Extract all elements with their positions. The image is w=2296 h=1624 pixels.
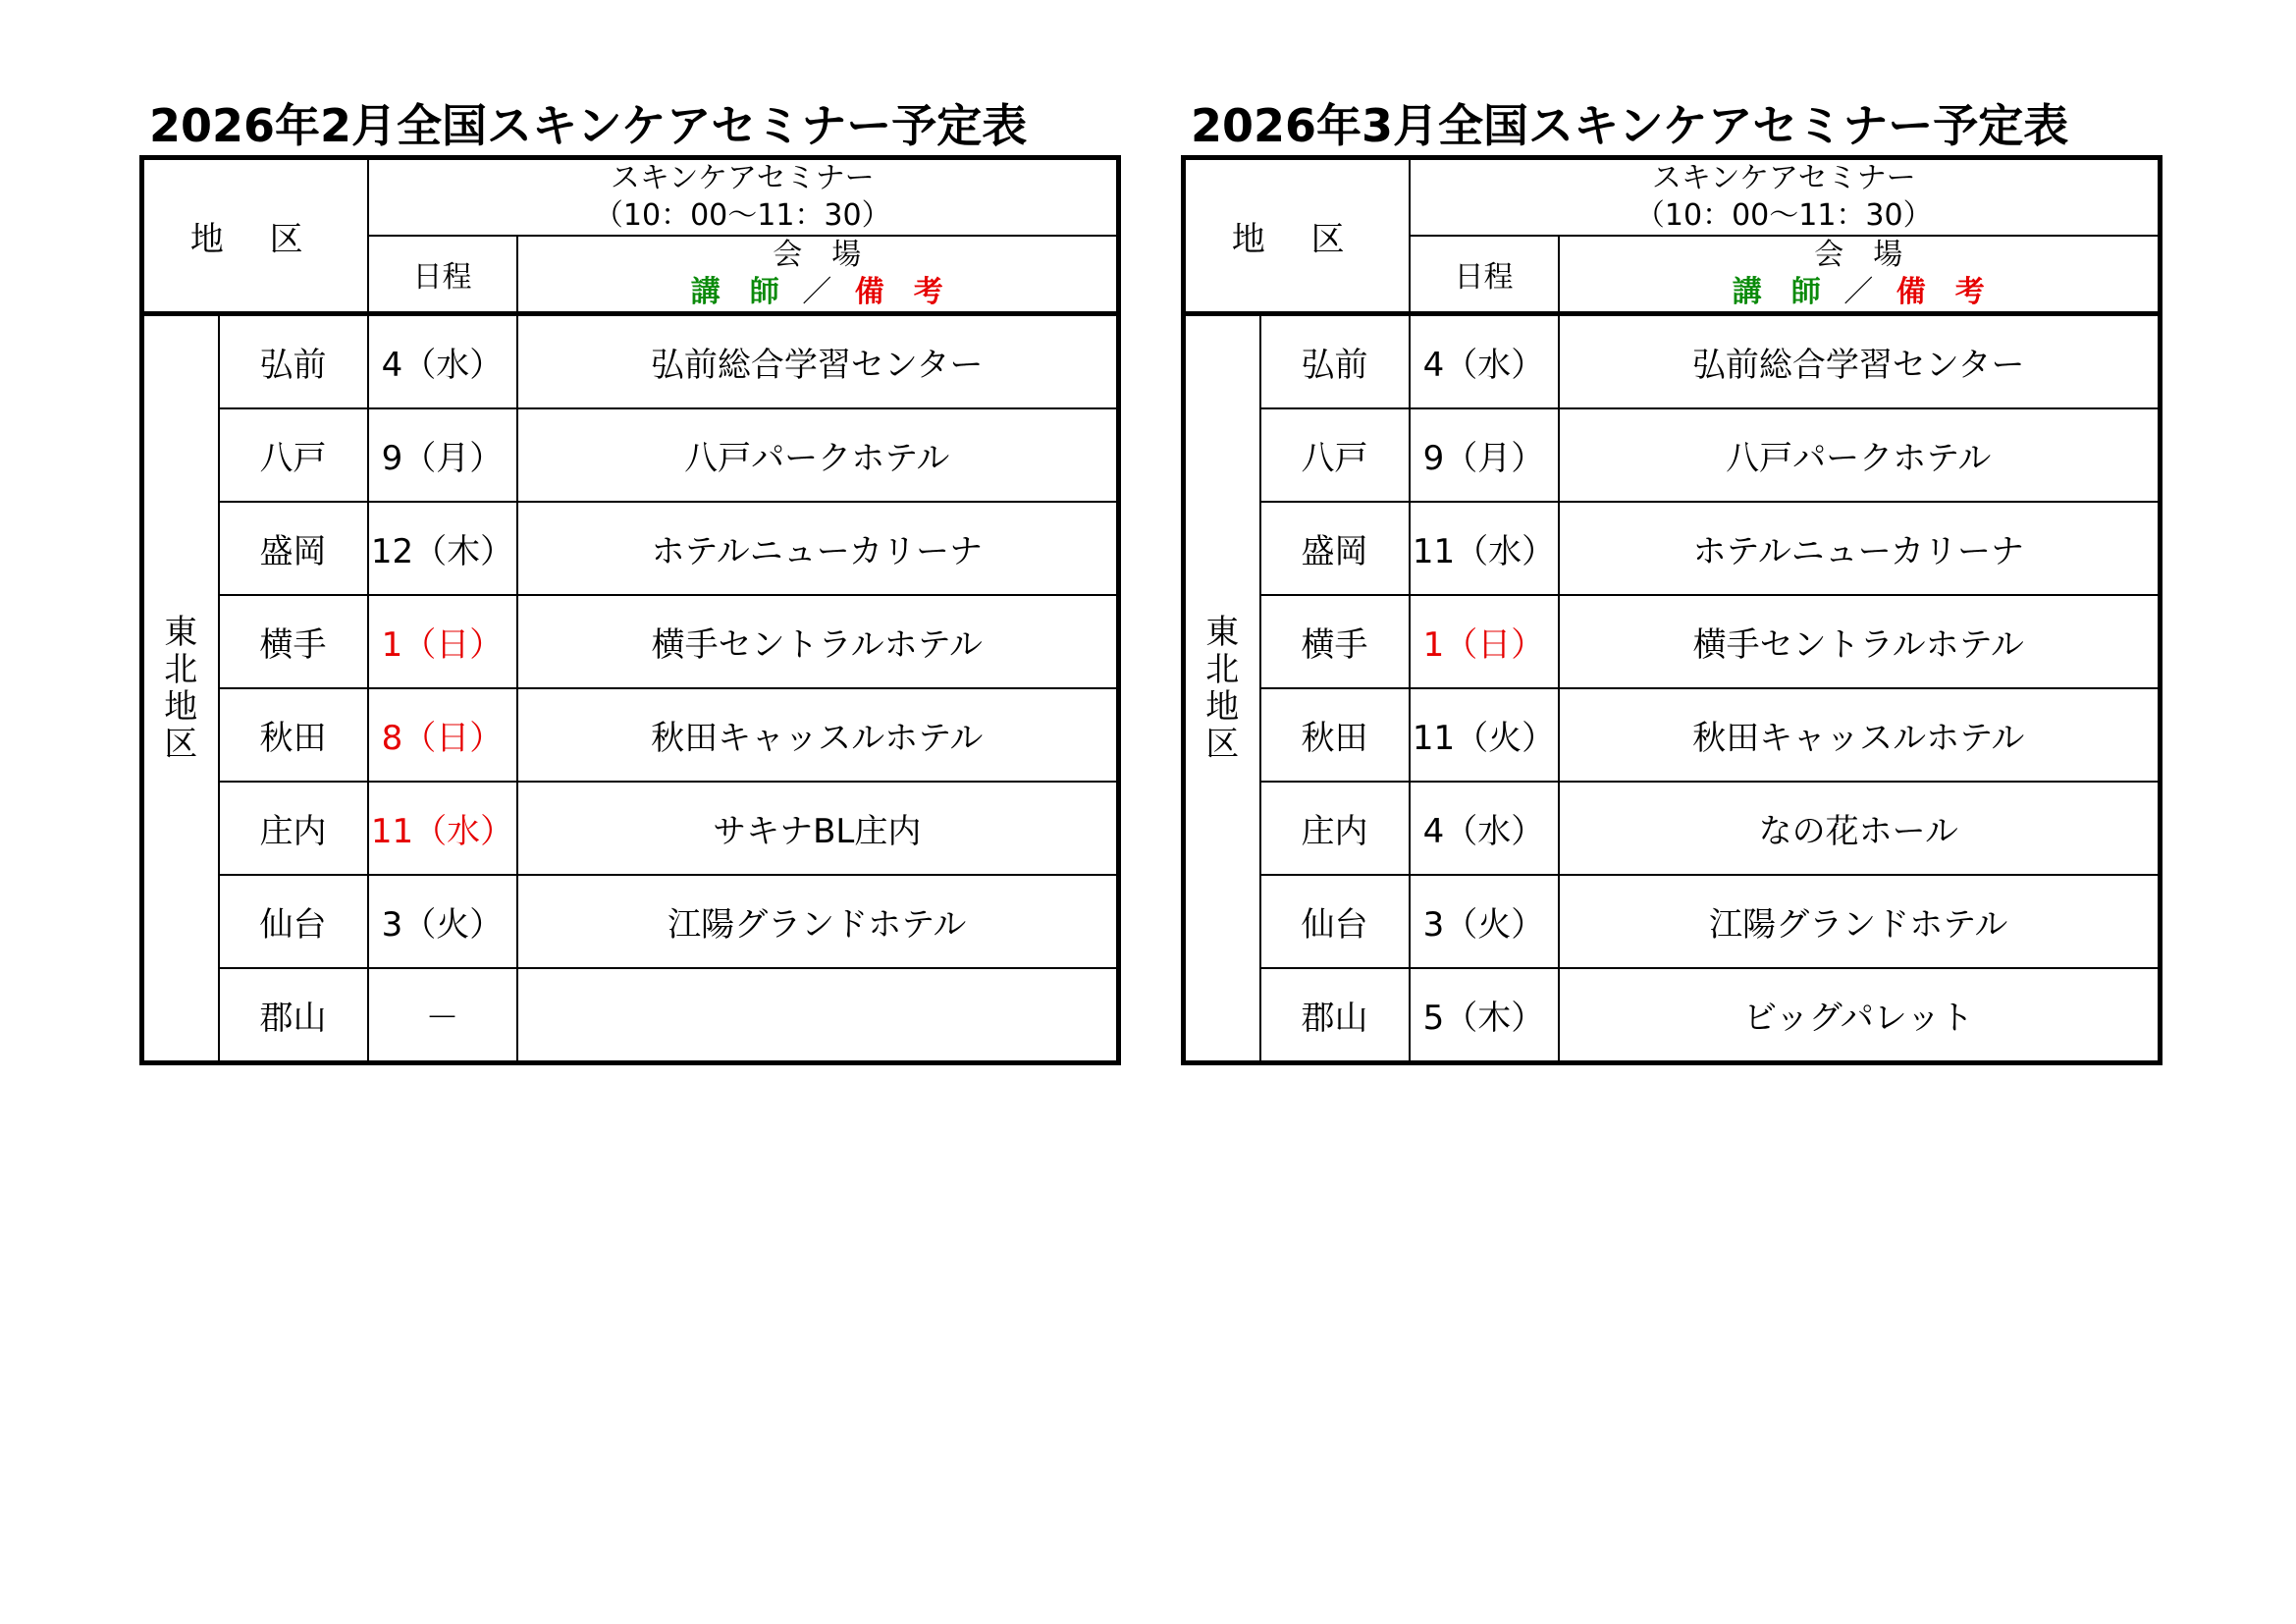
header-area: 地 区	[142, 158, 368, 314]
venue-cell: 横手セントラルホテル	[517, 595, 1119, 688]
date-cell: 11（火）	[1410, 688, 1559, 782]
date-cell: 12（木）	[368, 502, 517, 595]
schedule-rows	[1184, 314, 2161, 1063]
schedule-feb	[139, 96, 1131, 1065]
header-seminar-name: スキンケアセミナー	[610, 161, 875, 195]
region-char: 地	[164, 687, 198, 727]
venue-cell	[517, 968, 1119, 1063]
schedule-table	[1181, 155, 2163, 1065]
schedule-mar	[1181, 96, 2172, 1065]
venue-cell: 弘前総合学習センター	[517, 314, 1119, 409]
date-cell: 11（水）	[368, 782, 517, 875]
header-venue-label: 会 場	[773, 238, 862, 272]
header-date: 日程	[1410, 236, 1559, 314]
header-seminar-time: （10：00～11：30）	[1634, 198, 1933, 233]
schedule-table	[139, 155, 1121, 1065]
venue-cell: サキナBL庄内	[517, 782, 1119, 875]
table-row	[142, 688, 1119, 782]
header-venue	[517, 236, 1119, 314]
table-row	[142, 314, 1119, 409]
date-cell: 9（月）	[1410, 408, 1559, 502]
venue-cell: 秋田キャッスルホテル	[1559, 688, 2161, 782]
venue-cell: 八戸パークホテル	[1559, 408, 2161, 502]
region-char: 北	[164, 650, 198, 689]
venue-cell: なの花ホール	[1559, 782, 2161, 875]
header-slash: ／	[802, 275, 832, 309]
table-row	[1184, 968, 2161, 1063]
table-row	[1184, 408, 2161, 502]
table-row	[1184, 875, 2161, 968]
date-cell: 1（日）	[1410, 595, 1559, 688]
header-venue-label: 会 場	[1814, 238, 1903, 272]
date-cell: 4（水）	[1410, 314, 1559, 409]
venue-cell: ホテルニューカリーナ	[1559, 502, 2161, 595]
region-char: 区	[164, 725, 198, 764]
date-cell: 8（日）	[368, 688, 517, 782]
region-char: 地	[1205, 687, 1240, 727]
header-seminar-name: スキンケアセミナー	[1651, 161, 1916, 195]
table-row	[142, 502, 1119, 595]
header-remarks: 備 考	[1896, 275, 1985, 309]
venue-cell: 江陽グランドホテル	[517, 875, 1119, 968]
city-cell: 郡山	[219, 968, 368, 1063]
date-cell: 9（月）	[368, 408, 517, 502]
table-row	[142, 875, 1119, 968]
header-seminar-time: （10：00～11：30）	[593, 198, 891, 233]
table-row	[142, 408, 1119, 502]
city-cell: 庄内	[219, 782, 368, 875]
region-char: 北	[1205, 650, 1240, 689]
city-cell: 庄内	[1260, 782, 1410, 875]
venue-cell: ビッグパレット	[1559, 968, 2161, 1063]
city-cell: 八戸	[1260, 408, 1410, 502]
date-cell: 4（水）	[1410, 782, 1559, 875]
table-row	[1184, 314, 2161, 409]
city-cell: 八戸	[219, 408, 368, 502]
table-row	[142, 968, 1119, 1063]
table-row	[1184, 595, 2161, 688]
header-venue	[1559, 236, 2161, 314]
venue-cell: 横手セントラルホテル	[1559, 595, 2161, 688]
date-cell: 11（水）	[1410, 502, 1559, 595]
venue-cell: 江陽グランドホテル	[1559, 875, 2161, 968]
city-cell: 横手	[219, 595, 368, 688]
table-row	[1184, 688, 2161, 782]
city-cell: 仙台	[219, 875, 368, 968]
date-cell: 4（水）	[368, 314, 517, 409]
date-cell: －	[368, 968, 517, 1063]
region-char: 区	[1205, 725, 1240, 764]
city-cell: 横手	[1260, 595, 1410, 688]
region-char: 東	[164, 613, 198, 652]
header-remarks: 備 考	[854, 275, 943, 309]
header-lecturer: 講 師	[690, 275, 779, 309]
table-row	[1184, 502, 2161, 595]
region-cell	[142, 314, 219, 1063]
header-date: 日程	[368, 236, 517, 314]
city-cell: 郡山	[1260, 968, 1410, 1063]
city-cell: 秋田	[1260, 688, 1410, 782]
header-seminar	[1410, 158, 2161, 237]
city-cell: 盛岡	[1260, 502, 1410, 595]
city-cell: 弘前	[1260, 314, 1410, 409]
city-cell: 盛岡	[219, 502, 368, 595]
venue-cell: 弘前総合学習センター	[1559, 314, 2161, 409]
schedule-title: 2026年3月全国スキンケアセミナー予定表	[1191, 99, 2069, 152]
table-row	[142, 595, 1119, 688]
city-cell: 秋田	[219, 688, 368, 782]
venue-cell: 八戸パークホテル	[517, 408, 1119, 502]
region-cell	[1184, 314, 1260, 1063]
venue-cell: 秋田キャッスルホテル	[517, 688, 1119, 782]
city-cell: 弘前	[219, 314, 368, 409]
region-char: 東	[1205, 613, 1240, 652]
date-cell: 5（木）	[1410, 968, 1559, 1063]
date-cell: 1（日）	[368, 595, 517, 688]
schedule-rows	[142, 314, 1119, 1063]
header-lecturer: 講 師	[1732, 275, 1821, 309]
header-slash: ／	[1843, 275, 1874, 309]
venue-cell: ホテルニューカリーナ	[517, 502, 1119, 595]
table-row	[1184, 782, 2161, 875]
schedule-title: 2026年2月全国スキンケアセミナー予定表	[149, 99, 1028, 152]
header-seminar	[368, 158, 1119, 237]
city-cell: 仙台	[1260, 875, 1410, 968]
date-cell: 3（火）	[368, 875, 517, 968]
date-cell: 3（火）	[1410, 875, 1559, 968]
header-area: 地 区	[1184, 158, 1410, 314]
table-row	[142, 782, 1119, 875]
